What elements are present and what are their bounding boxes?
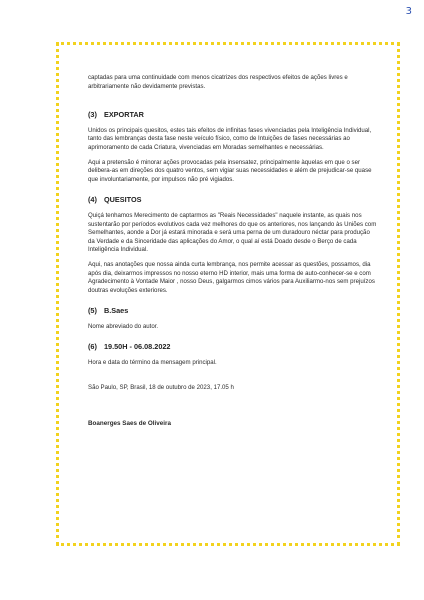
page-number: 3 [405,6,412,17]
section-6-paragraph-1: Hora e data do término da mensagem principal. [88,359,217,367]
section-3-paragraph-1: Unidos os principais quesitos, estes tais efeitos de infinitas fases vivenciadas pela Inteligência Individual, tanto das lembranças desta fase neste veículo físico, como de Intuições de fases necessárias ao aprimoramento de cada Criatura, vivenciadas em Moradas semelhantes e necessárias. [88,126,372,151]
section-3-heading [88,111,378,120]
section-4-heading [88,196,378,205]
section-4-title: QUESITOS [103,195,142,205]
document-body [88,74,378,435]
section-5-paragraph-1: Nome abreviado do autor. [88,322,159,330]
section-3-number: (3) [88,110,97,120]
section-6-title: 19.50H - 06.08.2022 [103,342,171,352]
section-3-title: EXPORTAR [103,110,144,120]
author-signature: Boanerges Saes de Oliveira [88,420,171,428]
section-5-heading [88,307,378,316]
section-5-title: B.Saes [103,306,129,316]
intro-paragraph: captadas para uma continuidade com menos cicatrizes dos respectivos efeitos de ações livres e arbitrariamente não devidamente previstas. [88,74,348,90]
place-and-date: São Paulo, SP, Brasil, 18 de outubro de 2023, 17.05 h [88,383,234,391]
section-3-paragraph-2: Aqui a pretensão é minorar ações provocadas pela insensatez, principalmente àquelas em que o ser delibera-as em direções dos quatro ventos, sem vigiar suas necessidades e além de prejudicar-se quase que involuntariamente, por impulsos não pré vigiados. [88,158,372,183]
section-4-paragraph-1: Quiçá tenhamos Merecimento de captarmos as "Reais Necessidades" naquele instante, as quais nos sustentarão por períodos evolutivos cada vez melhores do que os anteriores, nos lançando às Uniões com Semelhantes, aonde a Dor já estará minorada e será uma perna de um duradouro néctar para produção da Verdade e da Sinceridade das aplicações do Amor, o qual aí está Doado desde o Berço de cada Inteligência Individual. [88,211,377,254]
section-4-paragraph-2: Aqui, nas anotações que nossa ainda curta lembrança, nos permite acessar as questões, possamos, dia após dia, deixarmos impressos no nosso eterno HD interior, mais uma forma de auto-conhecer-se e com Agradecimento à Vontade Maior , nosso Deus, galgarmos cimos vários para Auxiliarmo-nos sem prejuízos doutras evoluções exteriores. [88,260,375,294]
section-5-number: (5) [88,306,97,316]
section-6-number: (6) [88,342,97,352]
section-6-heading [88,343,378,352]
section-4-number: (4) [88,195,97,205]
